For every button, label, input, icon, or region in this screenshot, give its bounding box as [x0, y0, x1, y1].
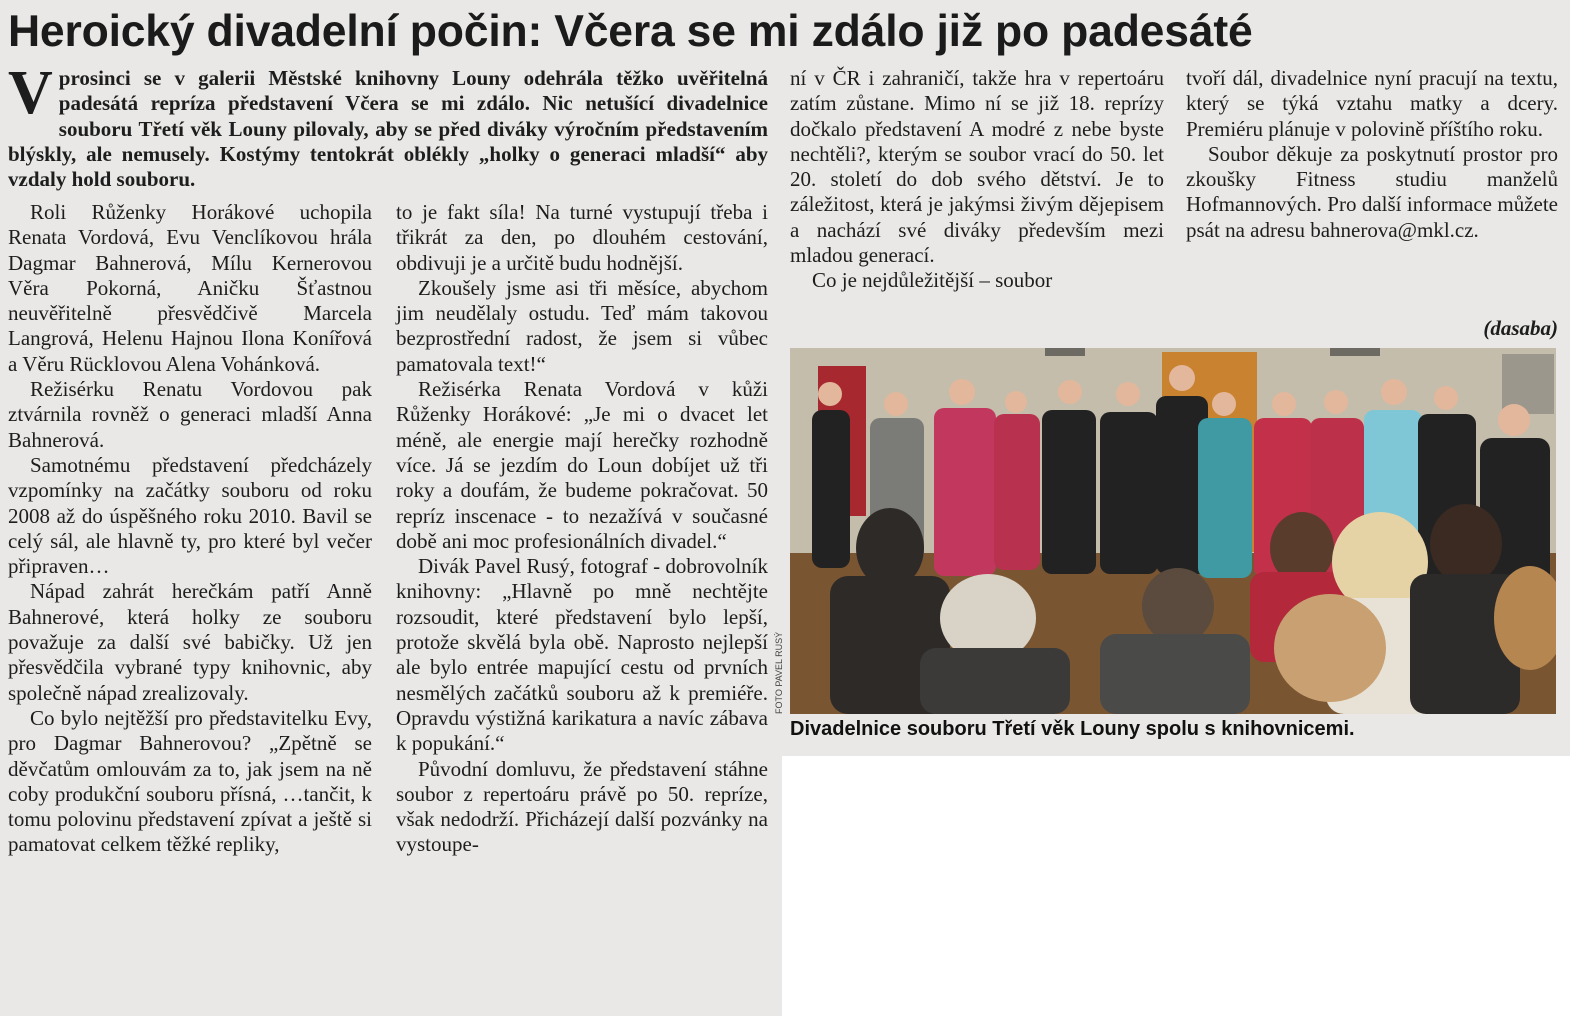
headline: Heroický divadelní počin: Včera se mi zdálo již po padesáté [8, 7, 1253, 56]
paragraph: Co bylo nejtěžší pro představitelku Evy, pro Dagmar Bahnerovou? „Zpětně se děvčatům omlouvám za to, jak jsem na ně coby produkční souboru přísná, …tančit, k tomu polovinu představení zpívat a ještě si pamatovat celkem těžké repliky, [8, 705, 372, 857]
paragraph: Zkoušely jsme asi tři měsíce, abychom jim neudělaly ostudu. Teď mám takovou bezprostřední radost, že jsem si vůbec pamatovala text!“ [396, 275, 768, 376]
paragraph: Nápad zahrát herečkám patří Anně Bahnerové, která holky ze souboru považuje za další své babičky. Už jen přesvědčila vybrané typy knihovnic, aby společně nápad zrealizovaly. [8, 579, 372, 705]
paragraph: to je fakt síla! Na turné vystupují třeba i třikrát za den, po dlouhém cestování, obdivuji je a určitě budu hodnější. [396, 200, 768, 275]
photo-caption: Divadelnice souboru Třetí věk Louny spolu s knihovnicemi. [790, 718, 1355, 740]
paragraph: Co je nejdůležitější – soubor [812, 268, 1053, 293]
drop-cap: V [8, 59, 53, 127]
paragraph: Roli Růženky Horákové uchopila Renata Vordová, Evu Venclíkovou hrála Dagmar Bahnerová, Mílu Kernerovou Věra Pokorná, Aničku Šťastnou neuvěřitelně přesvědčivě Marcela Langrová, Helenu Hajnou Ilona Konířová a Věru Rücklovou Alena Vohánková. [8, 200, 372, 376]
paragraph: Režisérka Renata Vordová v kůži Růženky Horákové: „Je mi o dvacet let méně, ale energie mají herečky rozhodně více. Já se jezdím do Loun dobíjet už tři roky a doufám, že budeme pokračovat. 50 repríz inscenace - to nezažívá v současné době ani moc profesionálních divadel.“ [396, 377, 768, 553]
photo-illustration [790, 348, 1556, 714]
lead-text: prosinci se v galerii Městské knihovny Louny odehrála těžko uvěřitelná padesátá repríza představení Včera se mi zdálo. Nic netušící divadelnice souboru Třetí věk Louny pilovaly, aby se před diváky výročním představením blýskly, ale nemusely. Kostýmy tentokrát oblékly „holky o generaci mladší“ aby vzdaly hold souboru. [8, 66, 768, 192]
paragraph: Původní domluvu, že představení stáhne soubor z repertoáru právě po 50. repríze, však nedodrží. Přicházejí další pozvánky na vystoupe- [396, 756, 768, 857]
paragraph: ní v ČR i zahraničí, takže hra v repertoáru zatím zůstane. Mimo ní se již 18. reprízy dočkalo představení A modré z nebe byste nechtěli?, kterým se soubor vrací do 50. let 20. století do dob svého dětství. Je to záležitost, která je jakýmsi živým dějepisem a nachází své diváky především mezi mladou generací. [790, 66, 1164, 268]
column-3 [790, 66, 1164, 294]
paragraph: Režisérku Renatu Vordovou pak ztvárnila rovněž o generaci mladší Anna Bahnerová. [8, 377, 372, 452]
group-photo [790, 348, 1556, 714]
lead-paragraph [8, 59, 768, 192]
paragraph: tvoří dál, divadelnice nyní pracují na textu, který se týká vztahu matky a dcery. Premiéru plánuje v polovině příštího roku. [1186, 66, 1558, 141]
author-signature: (dasaba) [1483, 316, 1558, 340]
paragraph: Divák Pavel Rusý, fotograf - dobrovolník knihovny: „Hlavně po mně nechtějte rozsoudit, které představení bylo lepší, protože skvělá byla obě. Naprosto nejlepší ale bylo entrée mapující cestu od prvních nesmělých začátků souboru až k premiéře. Opravdu výstižná karikatura a navíc zábava k popukání.“ [396, 554, 768, 756]
paragraph: Samotnému představení předcházely vzpomínky na začátky souboru od roku 2008 až do úspěšného roku 2010. Bavil se celý sál, ale hlavně ty, pro které byl večer připraven… [8, 452, 372, 579]
blank-area [782, 756, 1582, 1016]
column-1 [8, 200, 372, 858]
paragraph: Soubor děkuje za poskytnutí prostor pro zkoušky Fitness studiu manželů Hofmannových. Pro další informace můžete psát na adresu bahnerova@mkl.cz. [1186, 141, 1558, 242]
column-2 [396, 200, 768, 858]
column-4 [1186, 66, 1558, 243]
photo-credit: FOTO PAVEL RUSÝ [774, 631, 784, 714]
